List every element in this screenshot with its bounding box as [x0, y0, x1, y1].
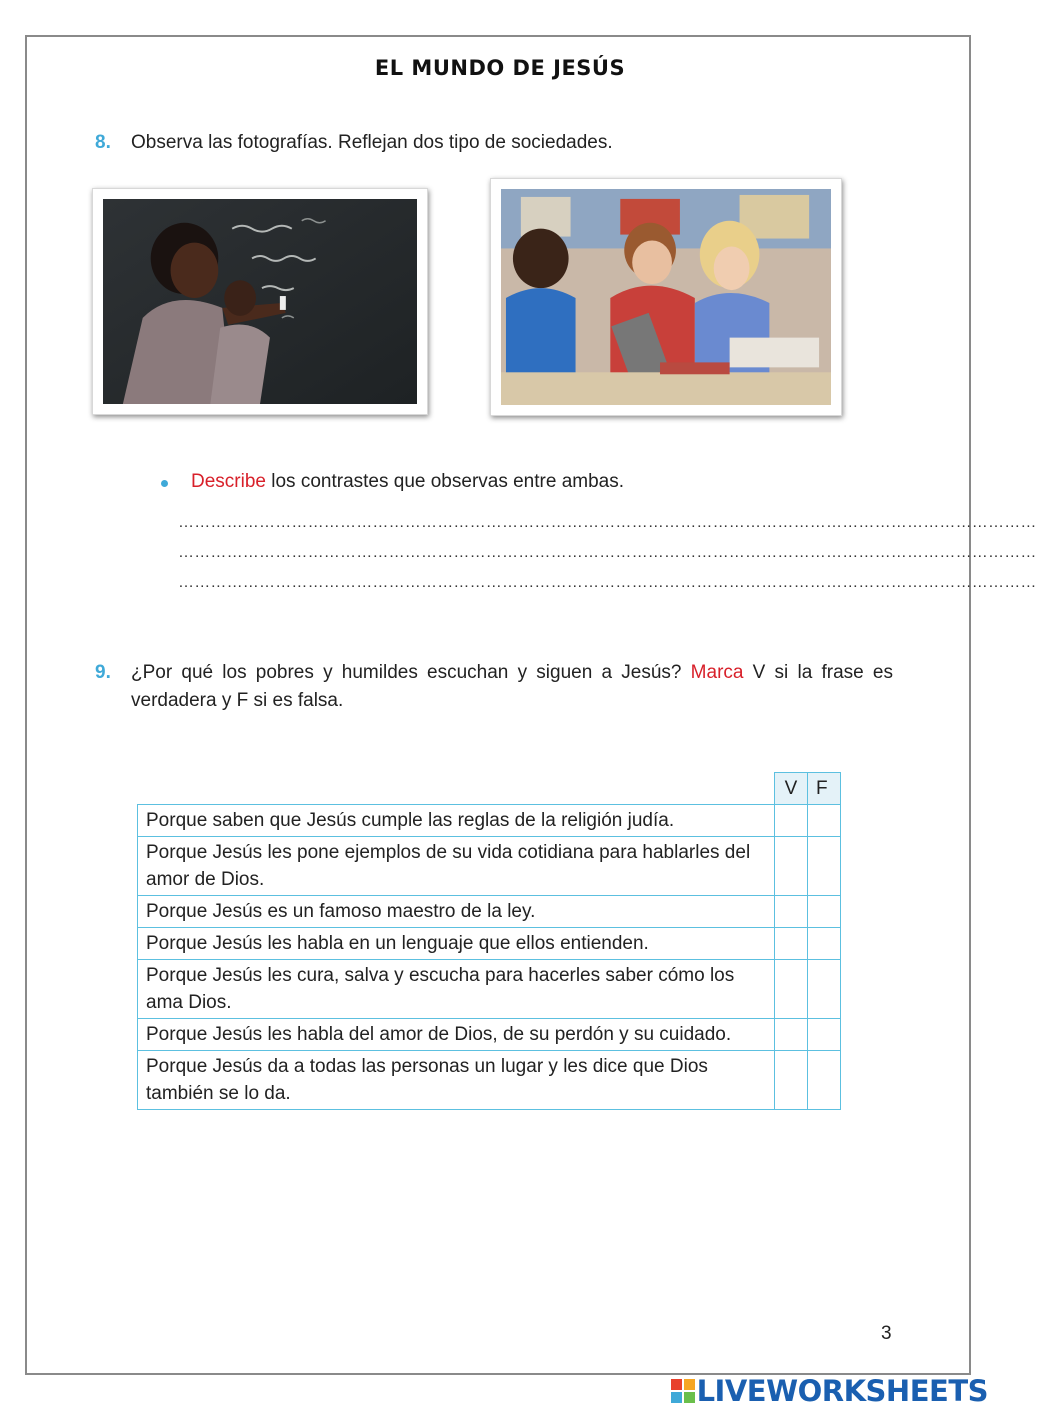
v-checkbox[interactable]: [775, 837, 808, 896]
describe-verb: Describe: [191, 471, 266, 492]
brand-name: LIVEWORKSHEETS: [696, 1374, 988, 1408]
question-9-verb: Marca: [690, 662, 744, 683]
table-row: [138, 1051, 841, 1110]
question-9-number: 9.: [95, 662, 111, 683]
v-checkbox[interactable]: [775, 1019, 808, 1051]
statement-cell: Porque Jesús les pone ejemplos de su vida cotidiana para hablarles del amor de Dios.: [138, 837, 775, 896]
v-checkbox[interactable]: [775, 805, 808, 837]
girl-writing-chalkboard-photo: [103, 199, 417, 404]
page-title: EL MUNDO DE JESÚS: [374, 56, 626, 80]
bullet-icon: [161, 480, 168, 487]
table-row: [138, 928, 841, 960]
table-row: [138, 896, 841, 928]
photo-right: [490, 178, 842, 416]
statement-cell: Porque Jesús les cura, salva y escucha para hacerles saber cómo los ama Dios.: [138, 960, 775, 1019]
f-checkbox[interactable]: [808, 1019, 841, 1051]
table-row: [138, 1019, 841, 1051]
f-checkbox[interactable]: [808, 896, 841, 928]
question-8-number: 8.: [95, 132, 111, 153]
answer-line-3[interactable]: ……………………………………………………………………………………………………………………………………………: [178, 574, 1037, 591]
statement-cell: Porque Jesús les habla en un lenguaje que ellos entienden.: [138, 928, 775, 960]
f-checkbox[interactable]: [808, 960, 841, 1019]
header-v: V: [775, 773, 808, 805]
statement-cell: Porque Jesús les habla del amor de Dios, de su perdón y su cuidado.: [138, 1019, 775, 1051]
f-checkbox[interactable]: [808, 1051, 841, 1110]
question-8-text: Observa las fotografías. Reflejan dos tipo de sociedades.: [131, 132, 613, 153]
liveworksheets-logo-icon: [671, 1379, 695, 1403]
true-false-table: [137, 772, 841, 1110]
answer-line-1[interactable]: ……………………………………………………………………………………………………………………………………………: [178, 514, 1037, 531]
f-checkbox[interactable]: [808, 928, 841, 960]
question-9-text: [131, 659, 893, 715]
question-9-text-before: ¿Por qué los pobres y humildes escuchan y siguen a Jesús?: [131, 662, 691, 683]
f-checkbox[interactable]: [808, 837, 841, 896]
table-row: [138, 805, 841, 837]
v-checkbox[interactable]: [775, 960, 808, 1019]
table-header-blank: [138, 773, 775, 805]
table-row: [138, 960, 841, 1019]
statement-cell: Porque saben que Jesús cumple las reglas de la religión judía.: [138, 805, 775, 837]
page-number: 3: [881, 1323, 892, 1344]
table-header-row: [138, 773, 841, 805]
photo-left: [92, 188, 428, 415]
f-checkbox[interactable]: [808, 805, 841, 837]
question-9-text-after: V si la frase es verdadera y F si es falsa.: [131, 662, 893, 711]
children-tablets-classroom-photo: [501, 189, 831, 405]
statement-cell: Porque Jesús da a todas las personas un lugar y les dice que Dios también se lo da.: [138, 1051, 775, 1110]
brand-watermark: [671, 1375, 988, 1407]
header-f: F: [808, 773, 841, 805]
statement-cell: Porque Jesús es un famoso maestro de la ley.: [138, 896, 775, 928]
describe-rest: los contrastes que observas entre ambas.: [265, 471, 625, 492]
answer-line-2[interactable]: ……………………………………………………………………………………………………………………………………………: [178, 544, 1037, 561]
v-checkbox[interactable]: [775, 1051, 808, 1110]
table-row: [138, 837, 841, 896]
v-checkbox[interactable]: [775, 928, 808, 960]
v-checkbox[interactable]: [775, 896, 808, 928]
describe-instruction: [191, 471, 624, 493]
